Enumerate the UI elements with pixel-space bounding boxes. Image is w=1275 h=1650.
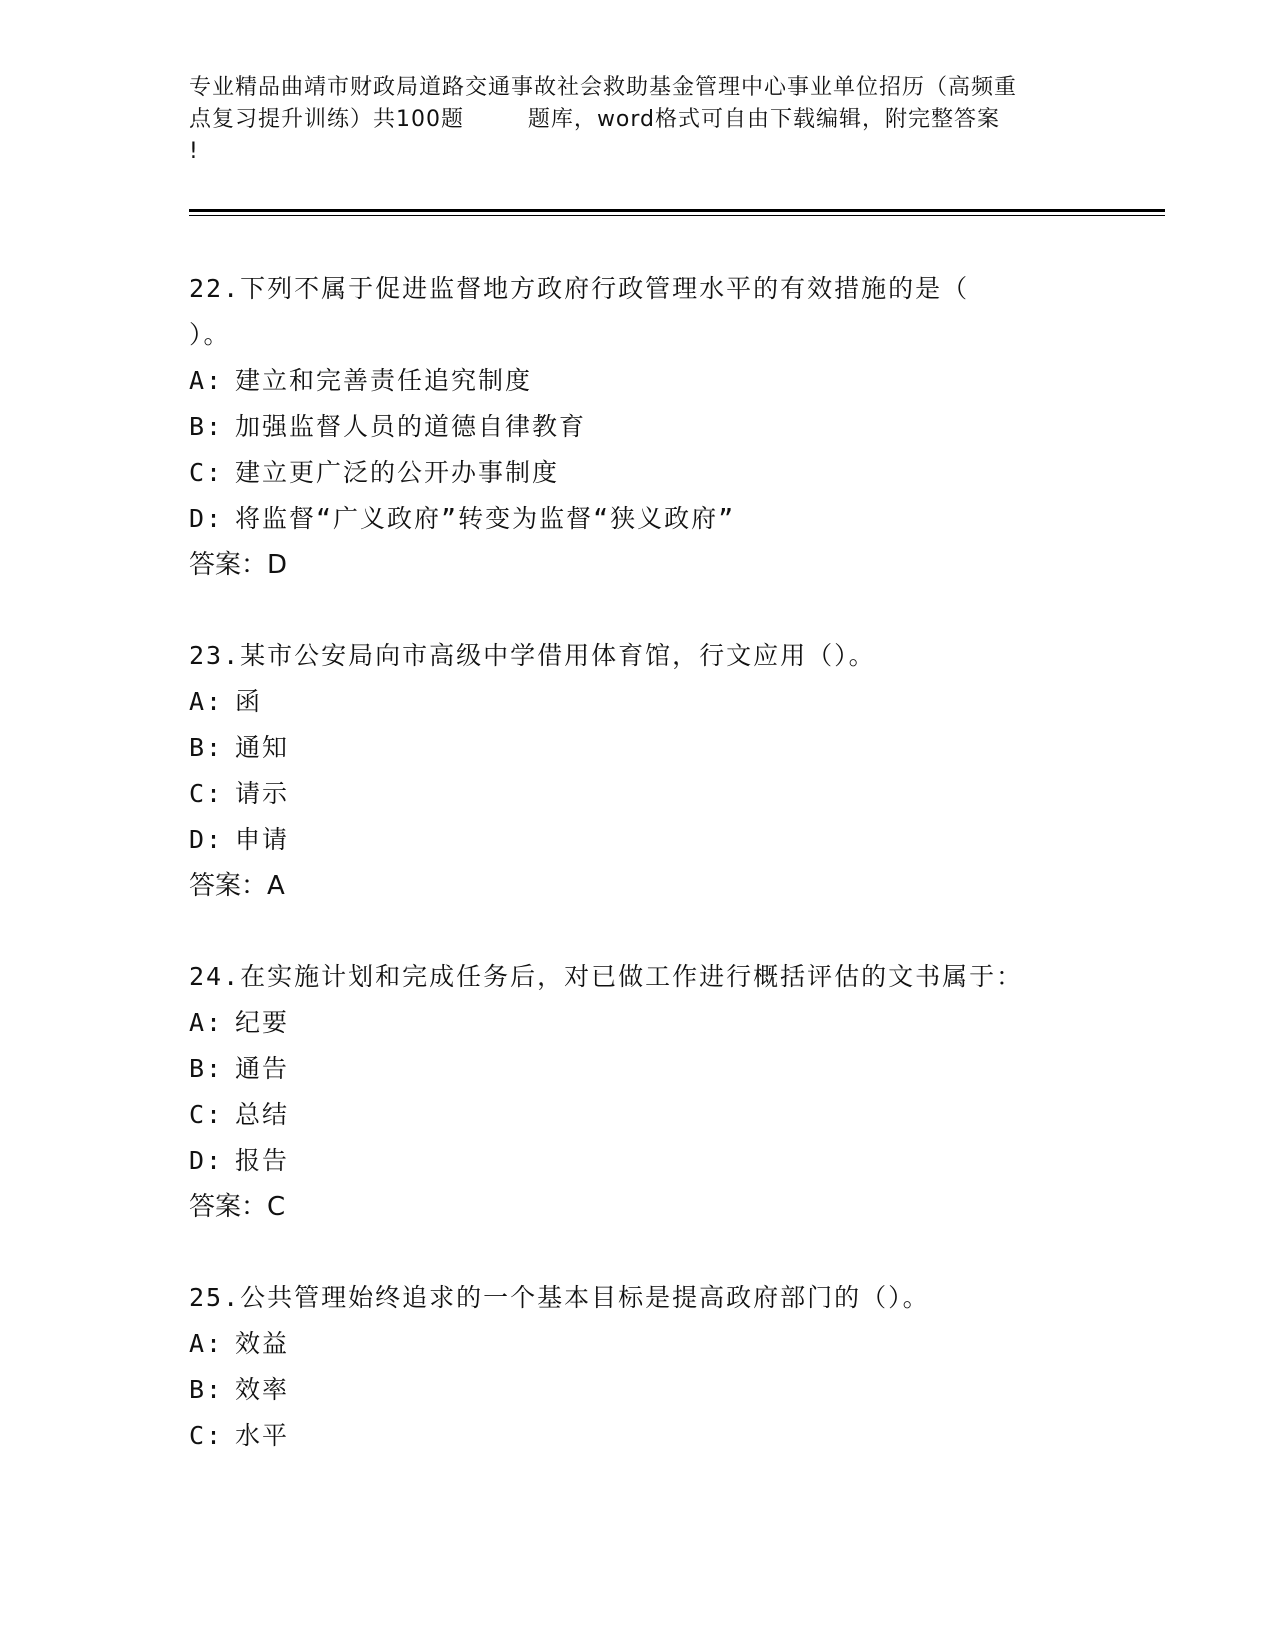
option-b — [189, 404, 1149, 450]
question-24 — [189, 954, 1149, 1230]
question-22 — [189, 266, 1149, 588]
answer-line: 答案：A — [189, 871, 285, 901]
question-25 — [189, 1275, 1149, 1459]
option-letter: A: — [189, 1008, 224, 1037]
option-text: 建立和完善责任追究制度 — [235, 366, 533, 395]
option-letter: B: — [189, 733, 224, 762]
header-line-1: 专业精品曲靖市财政局道路交通事故社会救助基金管理中心事业单位招历（高频重 — [189, 75, 1018, 100]
option-text: 建立更广泛的公开办事制度 — [235, 458, 560, 487]
option-letter: C: — [189, 779, 224, 808]
option-c — [189, 1092, 1149, 1138]
option-letter: D: — [189, 825, 224, 854]
option-b — [189, 1046, 1149, 1092]
option-a — [189, 1321, 1149, 1367]
option-c — [189, 450, 1149, 496]
option-b — [189, 725, 1149, 771]
option-letter: A: — [189, 1329, 224, 1358]
option-a — [189, 1000, 1149, 1046]
option-letter: D: — [189, 504, 224, 533]
option-text: 效率 — [235, 1375, 290, 1404]
answer-line: 答案：D — [189, 550, 288, 580]
header-divider-thick — [189, 209, 1165, 212]
option-letter: B: — [189, 1054, 224, 1083]
option-text: 通知 — [235, 733, 290, 762]
option-text: 纪要 — [235, 1008, 290, 1037]
option-letter: C: — [189, 458, 224, 487]
option-letter: C: — [189, 1100, 224, 1129]
option-a — [189, 358, 1149, 404]
option-text: 报告 — [235, 1146, 290, 1175]
option-b — [189, 1367, 1149, 1413]
document-header — [189, 72, 1089, 168]
question-stem: 24.在实施计划和完成任务后，对已做工作进行概括评估的文书属于： — [189, 962, 1024, 991]
option-letter: B: — [189, 412, 224, 441]
option-d — [189, 496, 1149, 542]
option-letter: A: — [189, 366, 224, 395]
option-text: 申请 — [235, 825, 290, 854]
question-stem-continued: ）。 — [189, 320, 231, 349]
header-divider-thin — [189, 215, 1165, 216]
header-line-2: 点复习提升训练）共100题 题库，word格式可自由下载编辑，附完整答案 — [189, 107, 1001, 132]
option-text: 加强监督人员的道德自律教育 — [235, 412, 587, 441]
question-list — [189, 266, 1149, 1504]
question-stem: 22.下列不属于促进监督地方政府行政管理水平的有效措施的是（ — [189, 274, 970, 303]
option-text: 函 — [235, 687, 263, 716]
question-stem: 25.公共管理始终追求的一个基本目标是提高政府部门的（）。 — [189, 1283, 930, 1312]
option-a — [189, 679, 1149, 725]
option-text: 总结 — [235, 1100, 290, 1129]
option-c — [189, 771, 1149, 817]
option-text: 通告 — [235, 1054, 290, 1083]
option-d — [189, 817, 1149, 863]
option-d — [189, 1138, 1149, 1184]
option-letter: D: — [189, 1146, 224, 1175]
option-letter: C: — [189, 1421, 224, 1450]
question-23 — [189, 633, 1149, 909]
option-text: 水平 — [235, 1421, 290, 1450]
answer-line: 答案：C — [189, 1192, 286, 1222]
option-letter: B: — [189, 1375, 224, 1404]
option-text: 效益 — [235, 1329, 290, 1358]
question-stem: 23.某市公安局向市高级中学借用体育馆，行文应用（）。 — [189, 641, 876, 670]
option-text: 将监督“广义政府”转变为监督“狭义政府” — [235, 504, 736, 533]
option-text: 请示 — [235, 779, 290, 808]
option-c — [189, 1413, 1149, 1459]
header-line-3: ! — [189, 139, 199, 164]
option-letter: A: — [189, 687, 224, 716]
